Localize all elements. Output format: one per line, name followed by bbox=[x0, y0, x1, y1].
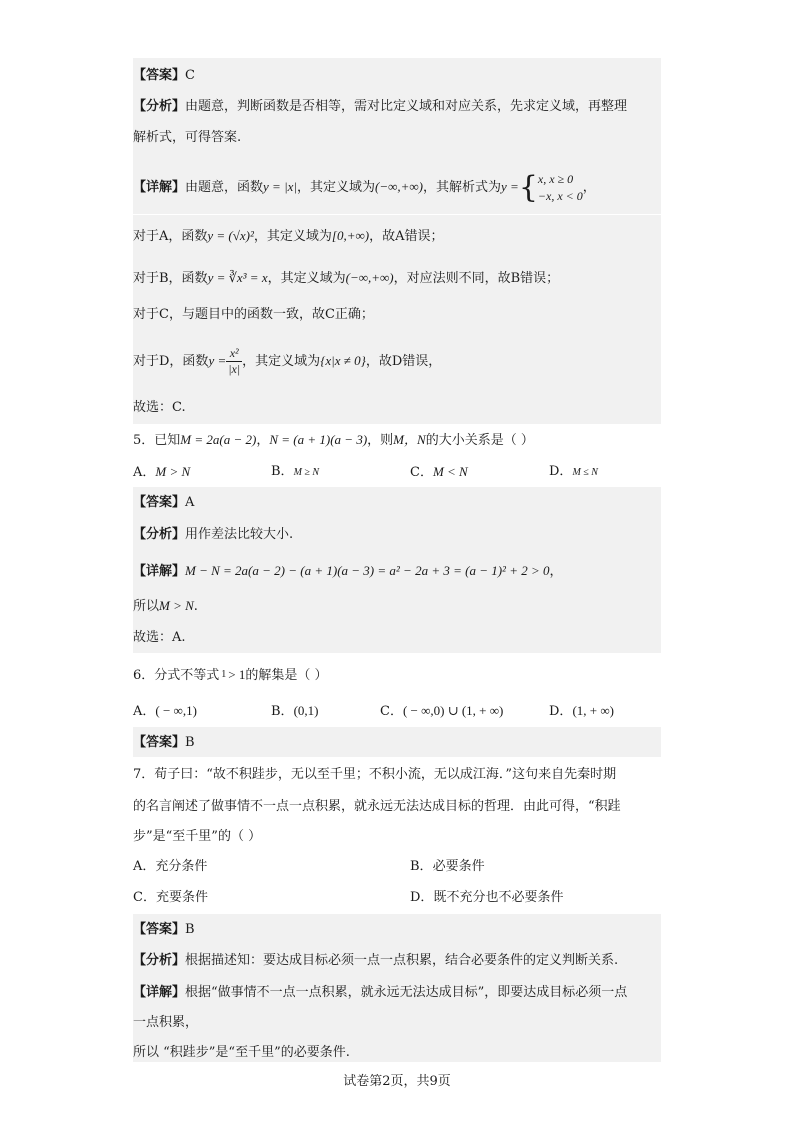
fraction bbox=[226, 346, 242, 377]
option-value: M > N bbox=[155, 464, 191, 479]
q7-stem-line-1 bbox=[133, 765, 661, 785]
q5-answer-line bbox=[133, 493, 661, 513]
q4-analysis-line-1 bbox=[133, 97, 661, 117]
stem-text: 5．已知 bbox=[133, 433, 181, 448]
option-value: (0,1) bbox=[293, 703, 319, 718]
analysis-tag: 【分析】 bbox=[133, 527, 186, 542]
option-value: 充要条件 bbox=[155, 890, 208, 905]
q7-detail-line-3 bbox=[133, 1043, 661, 1063]
detail-expr: M − N = 2a(a − 2) − (a + 1)(a − 3) = a² − 2a + 3 = (a − 1)² + 2 > 0 bbox=[185, 563, 550, 578]
option-label: D． bbox=[410, 890, 434, 905]
analysis-text: 解析式，可得答案. bbox=[133, 130, 242, 145]
function-expr: y = |x| bbox=[263, 179, 297, 194]
q5-analysis-line bbox=[133, 525, 661, 545]
stem-text: 的大小关系是（ ） bbox=[425, 433, 534, 448]
fraction-y: y = bbox=[208, 353, 227, 368]
option-text: 对于C，与题目中的函数一致，故C正确； bbox=[133, 307, 374, 322]
option-text: 对于D，函数 bbox=[133, 354, 209, 369]
detail-text: ，其定义域为 bbox=[297, 180, 376, 195]
case-1: x, x ≥ 0 bbox=[537, 171, 574, 186]
divider bbox=[133, 214, 661, 215]
q5-option-a bbox=[133, 462, 190, 483]
detail-text: ，其解析式为 bbox=[423, 180, 502, 195]
q4-detail-line bbox=[133, 170, 661, 205]
option-value: 既不充分也不必要条件 bbox=[433, 890, 564, 905]
option-text: ，其定义域为 bbox=[242, 354, 321, 369]
stem-text: ， bbox=[256, 433, 270, 448]
answer-tag: 【答案】 bbox=[133, 735, 186, 750]
option-value: (1, + ∞) bbox=[572, 703, 614, 718]
answer-value: B bbox=[185, 735, 195, 750]
q4-option-c-line bbox=[133, 305, 661, 325]
choose-text: 故选：A. bbox=[133, 630, 186, 645]
q4-answer-line bbox=[133, 66, 661, 86]
option-value: M < N bbox=[432, 464, 468, 479]
fraction-numerator: 1 bbox=[221, 669, 227, 680]
domain-expr: [0,+∞) bbox=[331, 228, 370, 243]
option-value: ( − ∞,0) ∪ (1, + ∞) bbox=[402, 703, 504, 718]
option-text: ，其定义域为 bbox=[253, 229, 332, 244]
choose-text: 故选：C. bbox=[133, 400, 186, 415]
q7-analysis-line bbox=[133, 951, 661, 971]
inequality-fraction bbox=[219, 669, 228, 680]
q5-choose-line bbox=[133, 628, 661, 648]
q6-stem bbox=[133, 664, 661, 687]
piecewise-cases bbox=[538, 171, 583, 205]
function-expr: y = ∛x³ = x bbox=[207, 270, 268, 285]
domain-expr: {x|x ≠ 0} bbox=[320, 353, 366, 368]
answer-value: A bbox=[185, 495, 195, 510]
detail-text: 所以 “积跬步”是“至千里”的必要条件. bbox=[133, 1045, 350, 1060]
q7-option-b bbox=[410, 857, 485, 877]
q6-option-d bbox=[549, 701, 614, 722]
q5-option-c bbox=[410, 462, 468, 483]
q7-stem-line-3 bbox=[133, 827, 661, 847]
stem-text: 6．分式不等式 bbox=[133, 668, 220, 683]
option-value: 充分条件 bbox=[155, 859, 208, 874]
so-expr: M > N bbox=[159, 598, 194, 613]
q5-stem bbox=[133, 430, 661, 451]
q6-option-a bbox=[133, 701, 197, 722]
page-footer: 试卷第2页，共9页 bbox=[343, 1074, 451, 1089]
option-text: ，故A错误； bbox=[369, 229, 444, 244]
stem-text: ，则 bbox=[367, 433, 394, 448]
option-value: M ≤ N bbox=[572, 467, 598, 478]
option-label: B． bbox=[410, 859, 433, 874]
option-label: C． bbox=[410, 465, 433, 480]
q7-detail-line-2 bbox=[133, 1013, 661, 1033]
detail-text: 由题意，函数 bbox=[185, 180, 264, 195]
q6-option-b bbox=[271, 701, 318, 722]
so-text: . bbox=[193, 599, 198, 614]
q4-analysis-line-2 bbox=[133, 128, 661, 148]
q7-option-d bbox=[410, 888, 563, 908]
option-text: ，其定义域为 bbox=[267, 271, 346, 286]
stem-text: 的解集是（ ） bbox=[245, 668, 328, 683]
fraction-numerator: x² bbox=[226, 346, 242, 362]
q7-option-c bbox=[133, 888, 208, 908]
option-label: B． bbox=[271, 704, 294, 719]
option-label: C． bbox=[133, 890, 156, 905]
option-text: 对于A，函数 bbox=[133, 229, 208, 244]
answer-tag: 【答案】 bbox=[133, 68, 186, 83]
detail-text: ， bbox=[549, 564, 563, 579]
analysis-text: 由题意，判断函数是否相等，需对比定义域和对应关系，先求定义域，再整理 bbox=[185, 99, 628, 114]
option-label: B． bbox=[271, 464, 294, 479]
answer-tag: 【答案】 bbox=[133, 495, 186, 510]
option-value: ( − ∞,1) bbox=[155, 703, 197, 718]
case-2: −x, x < 0 bbox=[537, 188, 583, 203]
q5-so-line bbox=[133, 596, 661, 617]
option-label: A． bbox=[133, 465, 156, 480]
fraction-denominator: |x| bbox=[228, 362, 241, 376]
detail-text: 一点积累， bbox=[133, 1015, 199, 1030]
q5-detail-line bbox=[133, 561, 661, 582]
m-expr: M = 2a(a − 2) bbox=[180, 432, 257, 447]
mn-expr: M，N bbox=[393, 432, 426, 447]
piecewise-y: y = bbox=[501, 179, 519, 194]
analysis-tag: 【分析】 bbox=[133, 953, 186, 968]
option-label: D． bbox=[549, 464, 573, 479]
q4-option-b-line bbox=[133, 268, 661, 289]
option-label: A． bbox=[133, 704, 156, 719]
detail-tag: 【详解】 bbox=[133, 985, 186, 1000]
q7-detail-line-1 bbox=[133, 983, 661, 1003]
n-expr: N = (a + 1)(a − 3) bbox=[269, 432, 368, 447]
analysis-text: 用作差法比较大小. bbox=[185, 527, 294, 542]
detail-text: 根据“做事情不一点一点积累，就永远无法达成目标”，即要达成目标必须一点 bbox=[185, 985, 628, 1000]
detail-tag: 【详解】 bbox=[133, 180, 186, 195]
analysis-text: 根据描述知：要达成目标必须一点一点积累，结合必要条件的定义判断关系. bbox=[185, 953, 619, 968]
inequality-rel: > 1 bbox=[228, 667, 246, 682]
answer-tag: 【答案】 bbox=[133, 922, 186, 937]
answer-value: B bbox=[185, 922, 195, 937]
stem-text: 7．荀子曰：“故不积跬步，无以至千里；不积小流，无以成江海．”这句来自先秦时期 bbox=[133, 767, 617, 782]
option-text: 对于B，函数 bbox=[133, 271, 208, 286]
option-value: 必要条件 bbox=[432, 859, 485, 874]
q5-option-b bbox=[271, 462, 319, 483]
option-label: A． bbox=[133, 859, 156, 874]
q5-option-d bbox=[549, 462, 598, 483]
option-label: D． bbox=[549, 704, 573, 719]
option-value: M ≥ N bbox=[293, 467, 320, 478]
so-text: 所以 bbox=[133, 599, 160, 614]
detail-text: ， bbox=[582, 180, 596, 195]
option-text: ，故D错误， bbox=[365, 354, 442, 369]
left-brace-icon: { bbox=[518, 169, 538, 205]
q7-answer-line bbox=[133, 920, 661, 940]
q6-option-c bbox=[380, 701, 503, 722]
q7-stem-line-2 bbox=[133, 797, 661, 817]
option-label: C． bbox=[380, 704, 403, 719]
q7-option-a bbox=[133, 857, 207, 877]
q4-option-a-line bbox=[133, 226, 661, 247]
detail-tag: 【详解】 bbox=[133, 564, 186, 579]
option-text: ，对应法则不同，故B错误； bbox=[393, 271, 560, 286]
stem-text: 步”是“至千里”的（ ） bbox=[133, 829, 262, 844]
domain-expr: (−∞,+∞) bbox=[345, 270, 394, 285]
stem-text: 的名言阐述了做事情不一点一点积累，就永远无法达成目标的哲理．由此可得，“积跬 bbox=[133, 799, 621, 814]
domain-expr: (−∞,+∞) bbox=[375, 179, 424, 194]
answer-value: C bbox=[185, 68, 195, 83]
q4-choose-line bbox=[133, 398, 661, 418]
q4-option-d-line bbox=[133, 344, 661, 379]
q6-answer-line bbox=[133, 733, 661, 753]
function-expr: y = (√x)² bbox=[207, 228, 254, 243]
analysis-tag: 【分析】 bbox=[133, 99, 186, 114]
